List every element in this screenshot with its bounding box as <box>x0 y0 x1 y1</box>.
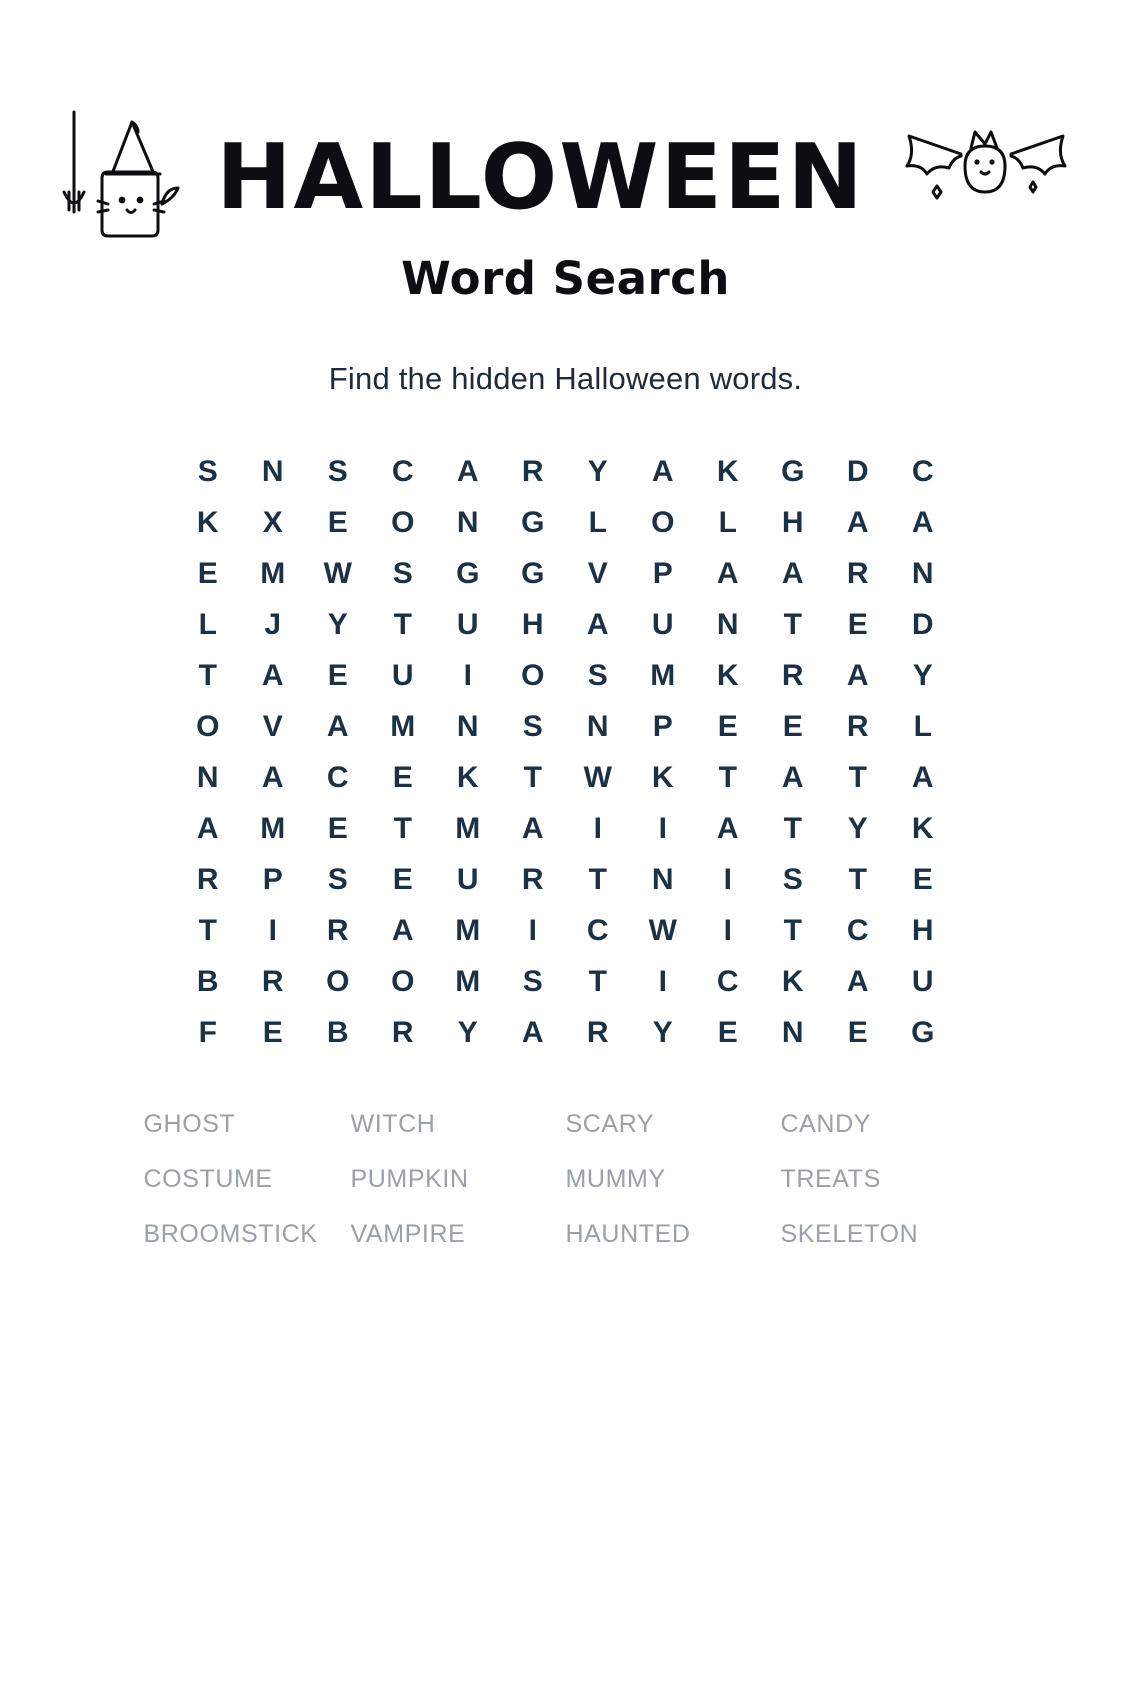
grid-cell: I <box>723 914 733 947</box>
grid-cell: M <box>650 659 676 692</box>
page-header <box>0 100 1131 230</box>
grid-cell: S <box>327 455 349 488</box>
grid-cell: M <box>455 812 481 845</box>
grid-cell: A <box>261 659 285 692</box>
grid-cell: R <box>326 914 350 947</box>
grid-cell: T <box>848 761 868 794</box>
grid-cell: R <box>586 1016 610 1049</box>
grid-cell: E <box>262 1016 284 1049</box>
word-list-item: VAMPIRE <box>350 1220 466 1248</box>
word-list-item: BROOMSTICK <box>143 1220 318 1248</box>
grid-cell: E <box>782 710 804 743</box>
grid-cell: A <box>781 557 805 590</box>
grid-cell: O <box>391 506 415 539</box>
grid-cell: R <box>781 659 805 692</box>
grid-cell: N <box>716 608 740 641</box>
grid-cell: C <box>846 914 870 947</box>
word-search-grid <box>176 457 956 1048</box>
grid-cell: K <box>911 812 935 845</box>
grid-cell: D <box>846 455 870 488</box>
word-list-item: HAUNTED <box>565 1220 691 1248</box>
grid-cell: O <box>521 659 545 692</box>
grid-cell: C <box>911 455 935 488</box>
grid-cell: C <box>586 914 610 947</box>
bat-icon <box>891 120 1081 235</box>
grid-cell: A <box>196 812 220 845</box>
grid-cell: T <box>783 812 803 845</box>
grid-cell: H <box>911 914 935 947</box>
grid-cell: A <box>846 659 870 692</box>
grid-cell: G <box>781 455 805 488</box>
grid-cell: A <box>521 1016 545 1049</box>
grid-cell: O <box>391 965 415 998</box>
grid-cell: W <box>323 557 353 590</box>
grid-cell: P <box>652 557 674 590</box>
grid-cell: I <box>593 812 603 845</box>
word-list-item: COSTUME <box>143 1165 273 1193</box>
grid-cell: A <box>456 455 480 488</box>
grid-cell: B <box>196 965 220 998</box>
grid-cell: N <box>651 863 675 896</box>
grid-cell: I <box>658 965 668 998</box>
grid-cell: U <box>651 608 675 641</box>
grid-cell: W <box>583 761 613 794</box>
grid-cell: K <box>651 761 675 794</box>
grid-cell: R <box>521 863 545 896</box>
grid-cell: A <box>846 965 870 998</box>
page-title: HALLOWEEN <box>216 124 865 230</box>
grid-cell: N <box>456 710 480 743</box>
grid-cell: I <box>723 863 733 896</box>
grid-cell: Y <box>912 659 934 692</box>
grid-cell: V <box>587 557 609 590</box>
grid-cell: R <box>521 455 545 488</box>
grid-cell: N <box>196 761 220 794</box>
grid-cell: L <box>198 608 218 641</box>
grid-cell: E <box>392 863 414 896</box>
grid-cell: O <box>651 506 675 539</box>
grid-cell: K <box>716 659 740 692</box>
word-search-page <box>0 100 1131 1700</box>
grid-cell: R <box>846 557 870 590</box>
word-list-item: WITCH <box>350 1110 436 1138</box>
grid-cell: I <box>463 659 473 692</box>
grid-cell: O <box>326 965 350 998</box>
grid-cell: G <box>521 506 545 539</box>
grid-cell: A <box>911 761 935 794</box>
grid-cell: M <box>455 965 481 998</box>
grid-cell: N <box>911 557 935 590</box>
grid-cell: Y <box>652 1016 674 1049</box>
grid-cell: I <box>528 914 538 947</box>
grid-cell: O <box>196 710 220 743</box>
grid-cell: G <box>911 1016 935 1049</box>
grid-cell: T <box>523 761 543 794</box>
grid-cell: Y <box>327 608 349 641</box>
grid-cell: S <box>587 659 609 692</box>
grid-cell: D <box>911 608 935 641</box>
grid-cell: A <box>716 812 740 845</box>
grid-cell: M <box>390 710 416 743</box>
grid-cell: A <box>911 506 935 539</box>
grid-cell: E <box>847 608 869 641</box>
word-list <box>136 1110 996 1249</box>
word-list-item: CANDY <box>780 1110 872 1138</box>
grid-cell: A <box>586 608 610 641</box>
grid-cell: E <box>717 710 739 743</box>
grid-cell: E <box>847 1016 869 1049</box>
grid-cell: X <box>262 506 284 539</box>
grid-cell: M <box>260 557 286 590</box>
grid-cell: L <box>718 506 738 539</box>
grid-cell: F <box>198 1016 218 1049</box>
grid-cell: N <box>456 506 480 539</box>
grid-cell: L <box>913 710 933 743</box>
grid-cell: V <box>262 710 284 743</box>
grid-cell: S <box>327 863 349 896</box>
grid-cell: Y <box>847 812 869 845</box>
grid-cell: R <box>261 965 285 998</box>
grid-cell: K <box>456 761 480 794</box>
grid-cell: B <box>326 1016 350 1049</box>
grid-cell: R <box>846 710 870 743</box>
word-list-item: GHOST <box>143 1110 236 1138</box>
grid-cell: J <box>264 608 282 641</box>
grid-cell: Y <box>587 455 609 488</box>
word-list-item: MUMMY <box>565 1165 666 1193</box>
grid-cell: N <box>261 455 285 488</box>
grid-cell: T <box>848 863 868 896</box>
grid-cell: K <box>716 455 740 488</box>
word-list-item: TREATS <box>780 1165 881 1193</box>
grid-cell: T <box>588 965 608 998</box>
grid-cell: N <box>781 1016 805 1049</box>
grid-cell: E <box>197 557 219 590</box>
grid-cell: G <box>456 557 480 590</box>
grid-cell: U <box>456 863 480 896</box>
grid-cell: T <box>198 914 218 947</box>
grid-cell: T <box>393 608 413 641</box>
title-row <box>0 100 1131 255</box>
grid-cell: U <box>911 965 935 998</box>
grid-cell: S <box>392 557 414 590</box>
grid-cell: M <box>260 812 286 845</box>
grid-cell: H <box>521 608 545 641</box>
grid-cell: K <box>781 965 805 998</box>
grid-cell: E <box>392 761 414 794</box>
grid-cell: T <box>783 914 803 947</box>
grid-cell: T <box>393 812 413 845</box>
witch-cat-icon <box>50 100 190 255</box>
grid-cell: T <box>588 863 608 896</box>
grid-cell: R <box>196 863 220 896</box>
grid-cell: A <box>326 710 350 743</box>
grid-cell: A <box>521 812 545 845</box>
grid-cell: I <box>268 914 278 947</box>
grid-cell: I <box>658 812 668 845</box>
grid-cell: A <box>391 914 415 947</box>
grid-cell: E <box>327 812 349 845</box>
grid-cell: G <box>521 557 545 590</box>
grid-cell: C <box>391 455 415 488</box>
grid-cell: S <box>522 965 544 998</box>
grid-cell: E <box>327 659 349 692</box>
instruction-text: Find the hidden Halloween words. <box>328 361 803 396</box>
grid-cell: S <box>522 710 544 743</box>
grid-cell: U <box>391 659 415 692</box>
grid-cell: L <box>588 506 608 539</box>
grid-cell: U <box>456 608 480 641</box>
grid-cell: A <box>261 761 285 794</box>
word-list-item: SKELETON <box>780 1220 919 1248</box>
grid-cell: T <box>198 659 218 692</box>
grid-cell: H <box>781 506 805 539</box>
grid-cell: P <box>262 863 284 896</box>
grid-cell: S <box>782 863 804 896</box>
grid-cell: W <box>648 914 678 947</box>
word-list-item: PUMPKIN <box>350 1165 469 1193</box>
grid-cell: A <box>846 506 870 539</box>
grid-cell: T <box>718 761 738 794</box>
grid-cell: R <box>391 1016 415 1049</box>
grid-cell: K <box>196 506 220 539</box>
grid-cell: A <box>781 761 805 794</box>
grid-cell: E <box>327 506 349 539</box>
page-subtitle: Word Search <box>401 252 730 305</box>
grid-cell: E <box>717 1016 739 1049</box>
grid-cell: T <box>783 608 803 641</box>
grid-cell: E <box>912 863 934 896</box>
grid-cell: C <box>326 761 350 794</box>
grid-cell: Y <box>457 1016 479 1049</box>
grid-cell: N <box>586 710 610 743</box>
word-list-item: SCARY <box>565 1110 655 1138</box>
grid-cell: S <box>197 455 219 488</box>
grid-cell: C <box>716 965 740 998</box>
grid-cell: A <box>651 455 675 488</box>
grid-cell: P <box>652 710 674 743</box>
grid-cell: A <box>716 557 740 590</box>
grid-cell: M <box>455 914 481 947</box>
